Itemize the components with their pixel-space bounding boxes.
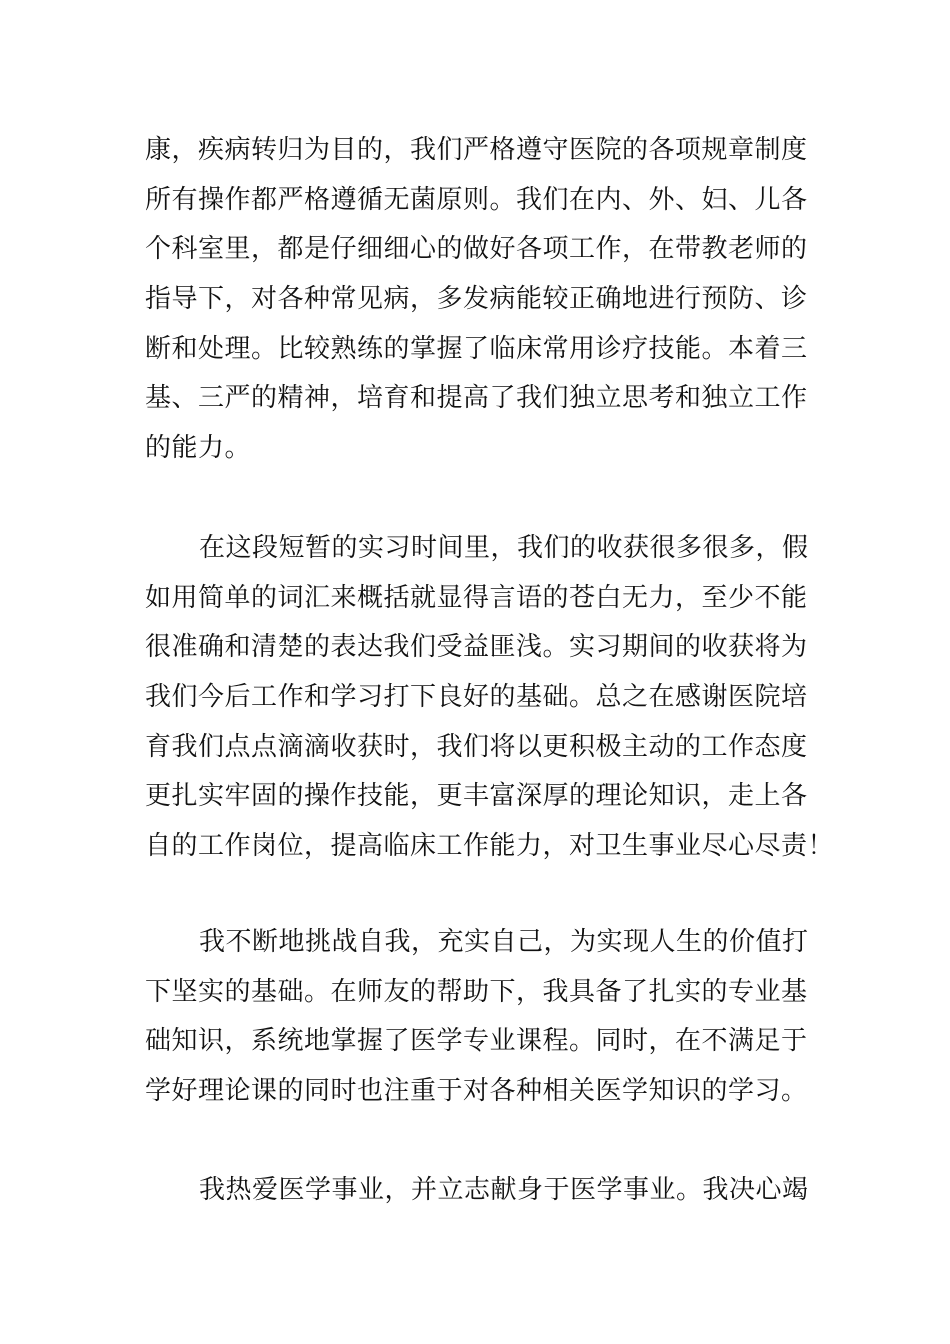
text-line: 断和处理。比较熟练的掌握了临床常用诊疗技能。本着三 — [145, 333, 808, 364]
text-line: 在这段短暂的实习时间里，我们的收获很多很多，假 — [199, 533, 809, 563]
text-line: 更扎实牢固的操作技能，更丰富深厚的理论知识，走上各 — [145, 781, 808, 812]
text-line: 基、三严的精神，培育和提高了我们独立思考和独立工作 — [145, 383, 808, 414]
text-line: 康，疾病转归为目的，我们严格遵守医院的各项规章制度 — [145, 135, 808, 165]
text-line: 下坚实的基础。在师友的帮助下，我具备了扎实的专业基 — [145, 976, 808, 1007]
text-line: 自的工作岗位，提高临床工作能力，对卫生事业尽心尽责！ — [145, 831, 835, 862]
text-line: 我不断地挑战自我，充实自己，为实现人生的价值打 — [199, 927, 809, 957]
text-line: 学好理论课的同时也注重于对各种相关医学知识的学习。 — [145, 1076, 808, 1107]
text-line: 如用简单的词汇来概括就显得言语的苍白无力，至少不能 — [145, 582, 808, 613]
paragraph — [145, 918, 810, 1117]
text-line: 指导下，对各种常见病，多发病能较正确地进行预防、诊 — [145, 284, 808, 315]
paragraph — [145, 1166, 810, 1216]
text-line: 我们今后工作和学习打下良好的基础。总之在感谢医院培 — [145, 682, 808, 713]
paragraph — [145, 524, 835, 872]
text-line: 所有操作都严格遵循无菌原则。我们在内、外、妇、儿各 — [145, 184, 808, 215]
text-line: 育我们点点滴滴收获时，我们将以更积极主动的工作态度 — [145, 731, 808, 762]
text-line: 础知识，系统地掌握了医学专业课程。同时，在不满足于 — [145, 1026, 808, 1057]
text-line: 个科室里，都是仔细细心的做好各项工作，在带教老师的 — [145, 234, 808, 265]
paragraph — [145, 126, 810, 474]
text-line: 我热爱医学事业，并立志献身于医学事业。我决心竭 — [199, 1175, 809, 1205]
text-line: 的能力。 — [145, 433, 252, 464]
text-line: 很准确和清楚的表达我们受益匪浅。实习期间的收获将为 — [145, 632, 808, 663]
